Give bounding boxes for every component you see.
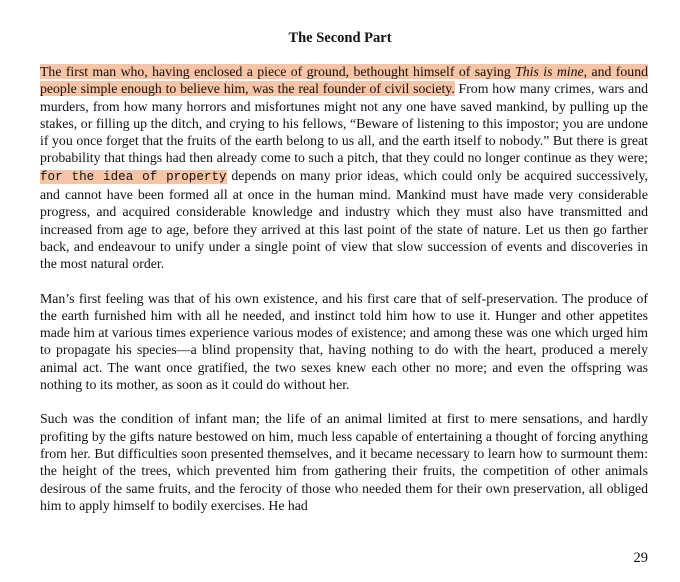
paragraph-1-text-a: From how many crimes, wars and murders, from how many horrors and misfortunes might not any one have saved mankind, by pulling up the stakes, or filling up the ditch, and crying to his fellows, “Beware of listening to this impostor; you are undone if you once forget that the fruits of the earth belong to us all, and the earth itself to nobody.” But there is great probability that things had then already come to such a pitch, that they could no longer continue as they were; — [40, 81, 649, 166]
paragraph-2: Man’s first feeling was that of his own existence, and his first care that of self-preservation. The produce of the earth furnished him with all he needed, and instinct told him how to use it. Hunger and other appetites made him at various times experience various modes of existence; and among these was one which urged him to propagate his species—a blind propensity that, having nothing to do with the heart, produced a merely animal act. The want once gratified, the two sexes knew each other no more; and even the offspring was nothing to its mother, as soon as it could do without her. — [40, 290, 648, 393]
section-title: The Second Part — [288, 30, 392, 46]
paragraph-3: Such was the condition of infant man; the life of an animal limited at first to mere sensations, and hardly profiting by the gifts nature bestowed on him, much less capable of entertaining a thought of forcing anything from her. But difficulties soon presented themselves, and it became necessary to learn how to surmount them: the height of the trees, which prevented him from gathering their fruits, the competition of other animals desirous of the same fruits, and the ferocity of those who needed them for their own preservation, all obliged him to apply himself to bodily exercises. He had — [40, 411, 648, 513]
highlight-text-a: The first man who, having enclosed a piece of ground, bethought himself of saying — [40, 64, 516, 79]
highlight-text-b: and found people simple enough to believe him, was the real founder of civil society. — [40, 64, 648, 97]
highlight-italic-phrase: This is mine, — [515, 64, 588, 79]
highlight-idea-of-property[interactable]: for the idea of property — [40, 169, 227, 184]
body-text — [40, 63, 648, 514]
paragraph-1 — [40, 63, 648, 273]
page-number: 29 — [633, 550, 648, 566]
paragraph-1-text-b: depends on many prior ideas, which could only be acquired successively, and cannot have been formed all at once in the human mind. Mankind must have made very considerable progress, and acquired considerable knowledge and industry which they must also have transmitted and increased from age to age, before they arrived at this last point of the state of nature. Let us then go farther back, and endeavour to unify under a single point of view that slow succession of events and discoveries in the most natural order. — [40, 167, 648, 272]
